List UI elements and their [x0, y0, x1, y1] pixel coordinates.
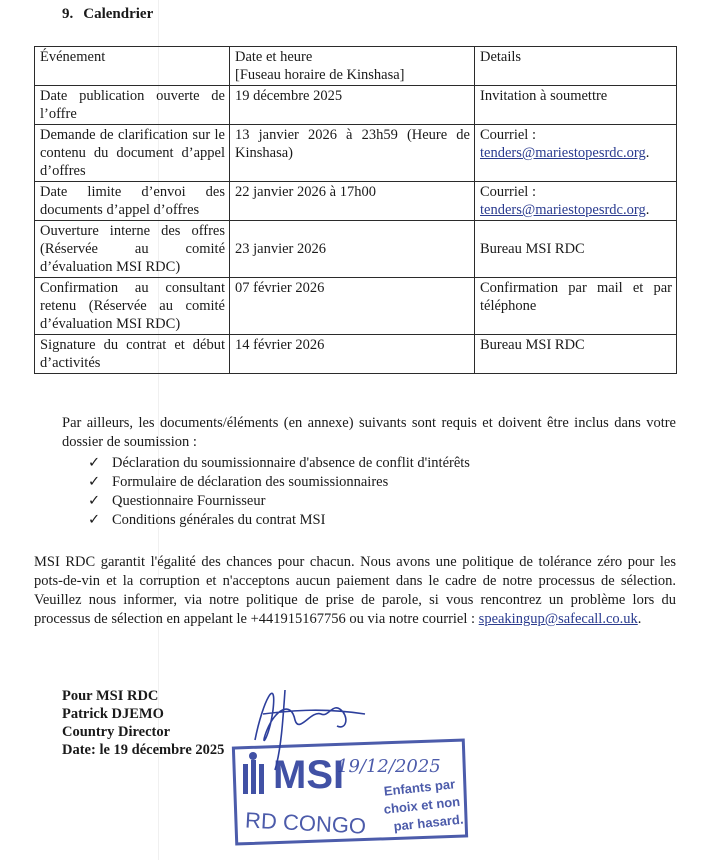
signature-line-name: Patrick DJEMO — [62, 706, 164, 722]
stamp-org: MSI — [273, 753, 345, 797]
checkmark-icon: ✓ — [88, 493, 101, 509]
row-date: 14 février 2026 — [230, 335, 475, 374]
list-item — [88, 454, 470, 473]
required-documents-list — [88, 454, 470, 530]
row-event: Date limite d’envoi des documents d’appel d’offres — [35, 182, 230, 221]
calendar-table — [34, 46, 677, 374]
list-item-label: Déclaration du soumissionnaire d'absence de conflit d'intérêts — [112, 455, 470, 471]
stamp-graphic — [225, 670, 475, 850]
row-date: 07 février 2026 — [230, 278, 475, 335]
list-item-label: Conditions générales du contrat MSI — [112, 512, 326, 528]
signature-line-role: Country Director — [62, 724, 171, 740]
table-row — [35, 86, 677, 125]
checkmark-icon: ✓ — [88, 455, 101, 471]
section-title: Calendrier — [83, 6, 154, 22]
signature-line-org: Pour MSI RDC — [62, 688, 159, 704]
row-date: 13 janvier 2026 à 23h59 (Heure de Kinshasa) — [230, 125, 475, 182]
header-details: Details — [475, 47, 677, 86]
row-event: Signature du contrat et début d’activités — [35, 335, 230, 374]
details-label: Courriel : — [480, 184, 536, 200]
row-date: 23 janvier 2026 — [230, 221, 475, 278]
row-details: Courriel : tenders@mariestopesrdc.org. — [475, 182, 677, 221]
signature-block — [62, 687, 224, 759]
row-details: Bureau MSI RDC — [475, 221, 677, 278]
checkmark-icon: ✓ — [88, 474, 101, 490]
email-link[interactable]: tenders@mariestopesrdc.org — [480, 145, 646, 161]
table-row — [35, 221, 677, 278]
row-details: Bureau MSI RDC — [475, 335, 677, 374]
list-item-label: Formulaire de déclaration des soumissionnaires — [112, 474, 389, 490]
requirements-intro: Par ailleurs, les documents/éléments (en annexe) suivants sont requis et doivent être inclus dans votre dossier de soumission : — [62, 415, 676, 450]
section-heading — [62, 6, 153, 23]
row-event: Confirmation au consultant retenu (Réservée au comité d’évaluation MSI RDC) — [35, 278, 230, 335]
table-row — [35, 335, 677, 374]
policy-paragraph: MSI RDC garantit l'égalité des chances pour chacun. Nous avons une politique de tolérance zéro pour les pots-de-vin et la corruption et n'acceptons aucun paiement dans le cadre de notre processus de sélection. Veuillez nous informer, via notre politique de prise de parole, si vous rencontrez un problème lors du processus de sélection en appelant le +441915167756 ou via notre courriel : speakingup@safecall.co.uk. — [34, 554, 676, 627]
table-header-row — [35, 47, 677, 86]
row-date: 19 décembre 2025 — [230, 86, 475, 125]
table-row — [35, 125, 677, 182]
list-item — [88, 492, 470, 511]
list-item-label: Questionnaire Fournisseur — [112, 493, 266, 509]
stamp-handwritten-date: 19/12/2025 — [337, 756, 441, 777]
stamp-logo-icon — [243, 752, 264, 794]
row-details: Confirmation par mail et par téléphone — [475, 278, 677, 335]
row-date: 22 janvier 2026 à 17h00 — [230, 182, 475, 221]
signature-line-date: Date: le 19 décembre 2025 — [62, 742, 225, 758]
details-label: Courriel : — [480, 127, 536, 143]
row-event: Date publication ouverte de l’offre — [35, 86, 230, 125]
table-row — [35, 278, 677, 335]
row-details: Courriel : tenders@mariestopesrdc.org. — [475, 125, 677, 182]
policy-text: MSI RDC garantit l'égalité des chances pour chacun. Nous avons une politique de tolérance zéro pour les pots-de-vin et la corruption et n'acceptons aucun paiement dans le cadre de notre processus de sélection. Veuillez nous informer, via notre politique de prise de parole, si vous rencontrez un problème lors du processus de sélection en appelant le +441915167756 ou via notre courriel : — [34, 554, 676, 627]
stamp-sub: RD CONGO — [244, 807, 367, 839]
list-item — [88, 473, 470, 492]
stamp-slogan — [381, 776, 464, 835]
signature-and-stamp — [225, 670, 475, 850]
row-details: Invitation à soumettre — [475, 86, 677, 125]
list-item — [88, 511, 470, 530]
section-number: 9. — [62, 6, 74, 22]
header-date: Date et heure [Fuseau horaire de Kinshasa] — [230, 47, 475, 86]
header-event: Événement — [35, 47, 230, 86]
svg-text:Enfants par: Enfants par — [383, 776, 456, 799]
policy-email-link[interactable]: speakingup@safecall.co.uk — [478, 611, 638, 627]
row-event: Ouverture interne des offres (Réservée au comité d’évaluation MSI RDC) — [35, 221, 230, 278]
svg-text:choix et non: choix et non — [382, 793, 461, 817]
svg-text:par hasard.: par hasard. — [392, 811, 465, 834]
email-link[interactable]: tenders@mariestopesrdc.org — [480, 202, 646, 218]
checkmark-icon: ✓ — [88, 512, 101, 528]
row-event: Demande de clarification sur le contenu du document d’appel d’offres — [35, 125, 230, 182]
table-row — [35, 182, 677, 221]
